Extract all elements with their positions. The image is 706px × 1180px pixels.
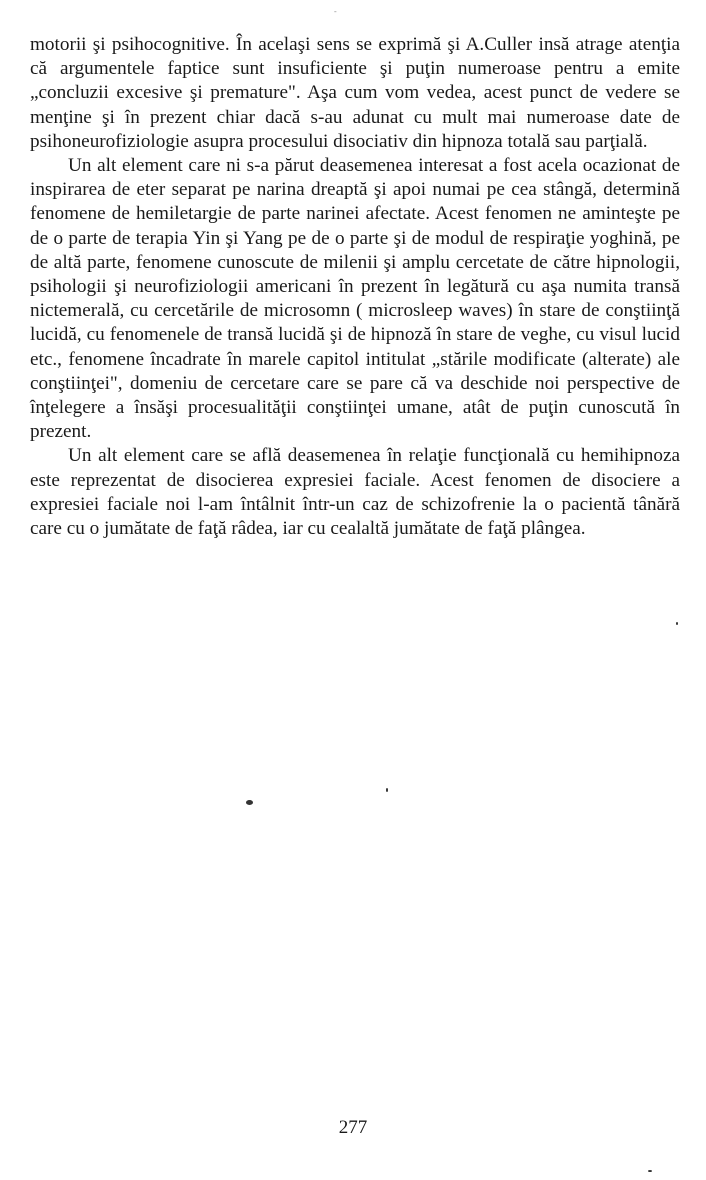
scan-mark: - — [334, 7, 337, 16]
page-number: 277 — [338, 1117, 368, 1138]
paragraph-1: motorii şi psihocognitive. În acelaşi sens se exprimă şi A.Culler insă atrage atenţia că argumentele faptice sunt insuficiente şi puţin numeroase pentru a emite „concluzii excesive şi premature". Aşa cum vom vedea, acest punct de vedere se menţine şi în prezent chiar dacă s-au adunat cu mult mai numeroase date de psihoneurofiziologie asupra procesului disociativ din hipnoza totală sau parţială. — [30, 34, 680, 152]
body-text — [30, 33, 680, 541]
scan-speck — [386, 788, 388, 792]
scan-speck — [648, 1170, 652, 1172]
paragraph-3: Un alt element care se află deasemenea în relaţie funcţională cu hemihipnoza este reprezentat de disocierea expresiei faciale. Acest fenomen de disociere a expresiei faciale noi l-am întâlnit într-un caz de schizofrenie la o pacientă tânără care cu o jumătate de faţă râdea, iar cu cealaltă jumătate de faţă plângea. — [30, 445, 680, 540]
scan-speck — [676, 622, 678, 625]
paragraph-2: Un alt element care ni s-a părut deasemenea interesat a fost acela ocazionat de inspirarea de eter separat pe narina dreaptă şi apoi numai pe cea stângă, determină fenomene de hemiletargie de parte narinei afectate. Acest fenomen ne aminteşte pe de o parte de terapia Yin şi Yang pe de o parte şi de modul de respiraţie yoghină, pe de altă parte, fenomene cunoscute de milenii şi amplu cercetate de către hipnologii, psihologii şi neurofiziologii americani în prezent în legătură cu aşa numita transă nictemerală, cu cercetările de microsomn ( microsleep waves) în stare de conştiinţă lucidă, cu fenomenele de transă lucidă şi de hipnoză în stare de veghe, cu visul lucid etc., fenomene încadrate în marele capitol intitulat „stările modificate (alterate) ale conştiinţei", domeniu de cercetare care se pare că va deschide noi perspective de înţelegere a însăşi procesualităţii conştiinţei umane, atât de puţin cunoscută în prezent. — [30, 155, 680, 443]
scan-speck — [246, 800, 253, 805]
